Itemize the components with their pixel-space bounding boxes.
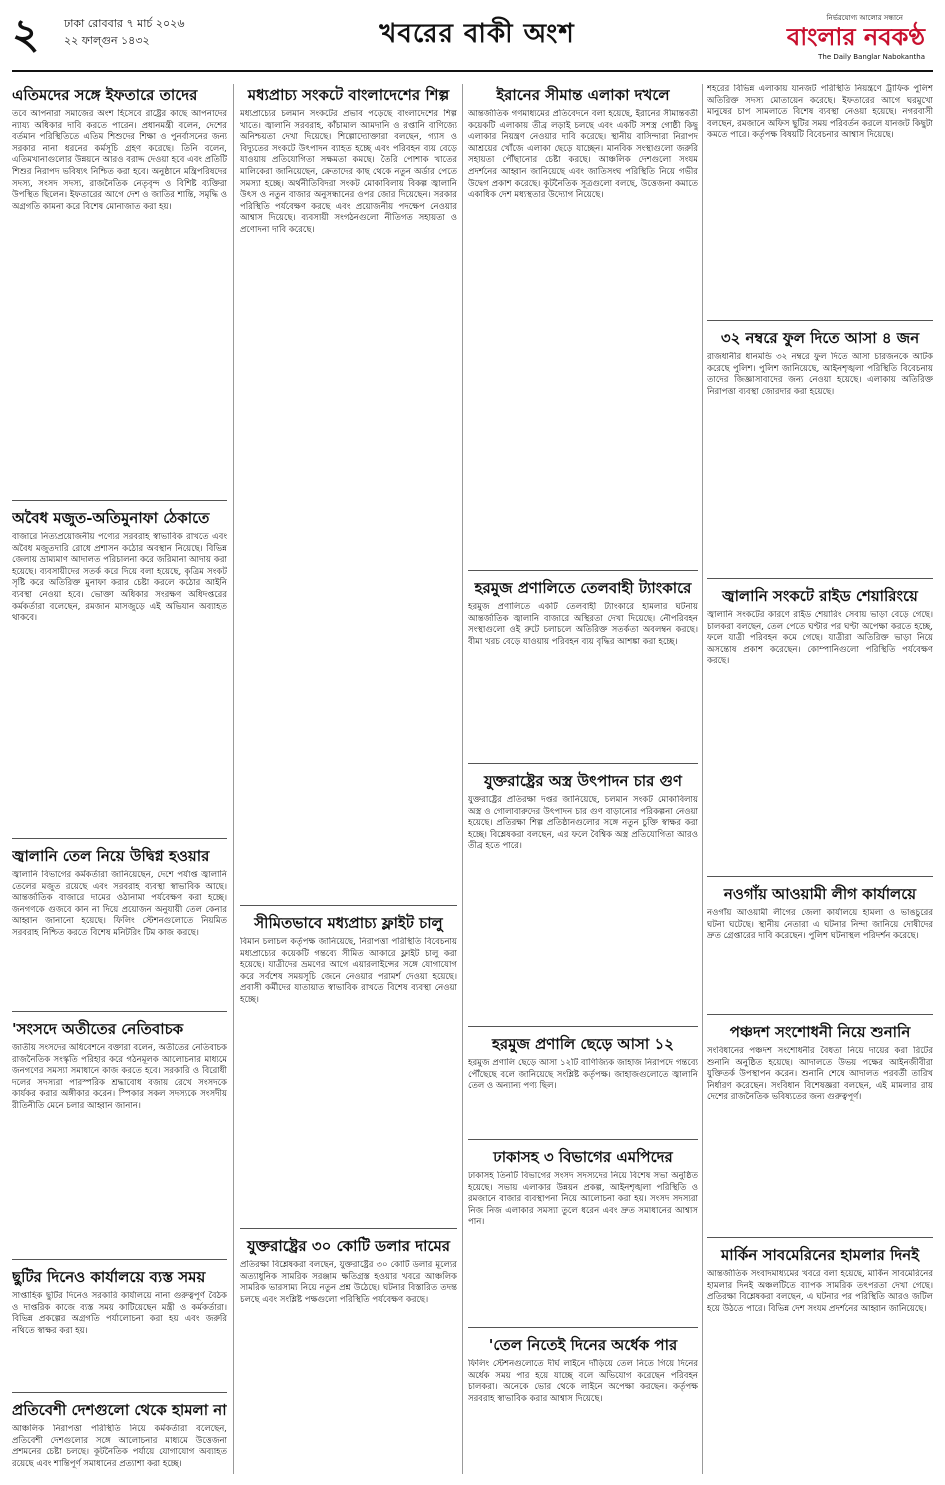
column-4 <box>707 84 933 1474</box>
divider <box>12 500 227 501</box>
article <box>707 327 933 572</box>
article-headline[interactable]: ঢাকাসহ ৩ বিভাগের এমপিদের <box>493 1148 673 1166</box>
column-3 <box>468 84 698 1474</box>
article <box>12 1399 227 1474</box>
column-1 <box>12 84 227 1474</box>
article-headline[interactable]: 'সংসদে অতীতের নেতিবাচক <box>12 1020 184 1038</box>
article-headline[interactable]: ৩২ নম্বরে ফুল দিতে আসা ৪ জন <box>720 329 920 347</box>
article <box>468 1033 698 1133</box>
article-body: হরমুজ প্রণালি ছেড়ে আসা ১২টি বাণিজ্যিক জাহাজ নিরাপদে গন্তব্যে পৌঁছেছে বলে জানিয়েছে সংশ্লিষ্ট কর্তৃপক্ষ। জাহাজগুলোতে জ্বালানি তেল ও অন্যান্য পণ্য ছিল। <box>468 1058 698 1092</box>
newspaper-logo <box>733 10 933 66</box>
article <box>12 1266 227 1386</box>
article <box>240 912 457 1222</box>
article-body: সাপ্তাহিক ছুটির দিনেও সরকারি কার্যালয়ে নানা গুরুত্বপূর্ণ বৈঠক ও দাপ্তরিক কাজে ব্যস্ত সময় কাটিয়েছেন মন্ত্রী ও কর্মকর্তারা। বিভিন্ন প্রকল্পের অগ্রগতি পর্যালোচনা করা হয় এবং জরুরি নথিতে স্বাক্ষর করা হয়। <box>12 1291 227 1336</box>
article-headline[interactable]: মার্কিন সাবমেরিনের হামলার দিনই <box>720 1246 920 1264</box>
article-body: হরমুজ প্রণালিতে একটি তেলবাহী ট্যাংকারে হামলার ঘটনায় আন্তর্জাতিক জ্বালানি বাজারে অস্থিরতা দেখা দিয়েছে। নৌপরিবহন সংস্থাগুলো ওই রুটে চলাচলে অতিরিক্ত সতর্কতা অবলম্বন করছে। বীমা খরচ বেড়ে যাওয়ায় পরিবহন ব্যয় বৃদ্ধির আশঙ্কা করা হচ্ছে। <box>468 602 698 647</box>
article-headline[interactable]: ইরানের সীমান্ত এলাকা দখলে <box>496 86 670 104</box>
article-headline[interactable]: 'তেল নিতেই দিনের অর্ধেক পার <box>488 1336 678 1354</box>
article <box>240 1235 457 1474</box>
divider <box>707 578 933 579</box>
divider <box>12 1392 227 1393</box>
divider <box>707 1237 933 1238</box>
article-body: জ্বালানি বিভাগের কর্মকর্তারা জানিয়েছেন, দেশে পর্যাপ্ত জ্বালানি তেলের মজুত রয়েছে এবং সরবরাহ ব্যবস্থা স্বাভাবিক আছে। আন্তর্জাতিক বাজারে দামের ওঠানামা পর্যবেক্ষণ করা হচ্ছে। জনগণকে গুজবে কান না দিয়ে প্রয়োজন অনুযায়ী তেল কেনার আহ্বান জানানো হয়েছে। ফিলিং স্টেশনগুলোতে নিয়মিত সরবরাহ নিশ্চিত করতে বিশেষ মনিটরিং টিম কাজ করছে। <box>12 870 227 938</box>
article-body: ফিলিং স্টেশনগুলোতে দীর্ঘ লাইনে দাঁড়িয়ে তেল নিতে গিয়ে দিনের অর্ধেক সময় পার হয়ে যাচ্ছে বলে অভিযোগ করেছেন পরিবহন চালকরা। অনেকে ভোর থেকে লাইনে অপেক্ষা করছেন। কর্তৃপক্ষ সরবরাহ স্বাভাবিক করার আশ্বাস দিয়েছে। <box>468 1359 698 1404</box>
article <box>12 507 227 832</box>
article-body: ঢাকাসহ তিনটি বিভাগের সংসদ সদস্যদের নিয়ে বিশেষ সভা অনুষ্ঠিত হয়েছে। সভায় এলাকার উন্নয়ন প্রকল্প, আইনশৃঙ্খলা পরিস্থিতি ও রমজানে বাজার ব্যবস্থাপনা নিয়ে আলোচনা করা হয়। সংসদ সদস্যরা নিজ নিজ এলাকার সমস্যা তুলে ধরেন এবং দ্রুত সমাধানের আশ্বাস পান। <box>468 1171 698 1228</box>
logo-subtitle: The Daily Banglar Nabokantha <box>818 53 925 61</box>
issue-date: ঢাকা রোববার ৭ মার্চ ২০২৬ <box>64 17 185 30</box>
article-body: তবে আপনারা সমাজের অংশ হিসেবে রাষ্ট্রের কাছে আপনাদের ন্যায্য অধিকার দাবি করতে পারেন। প্রধানমন্ত্রী বলেন, দেশের বর্তমান পরিস্থিতিতে এতিম শিশুদের শিক্ষা ও পুনর্বাসনের জন্য সরকার নানা ধরনের কর্মসূচি গ্রহণ করেছে। তিনি বলেন, এতিমখানাগুলোর উন্নয়নে আরও বরাদ্দ দেওয়া হবে এবং প্রতিটি শিশুর নিরাপদ ভবিষ্যৎ নিশ্চিত করা হবে। অনুষ্ঠানে মন্ত্রিপরিষদের সদস্য, সংসদ সদস্য, রাজনৈতিক নেতৃবৃন্দ ও বিশিষ্ট ব্যক্তিরা উপস্থিত ছিলেন। ইফতারের আগে দেশ ও জাতির শান্তি, সমৃদ্ধি ও অগ্রগতি কামনা করে বিশেষ মোনাজাত করা হয়। <box>12 109 227 212</box>
article <box>707 1244 933 1449</box>
article-headline[interactable]: সীমিতভাবে মধ্যপ্রাচ্য ফ্লাইট চালু <box>254 914 443 932</box>
article-headline[interactable]: মধ্যপ্রাচ্য সংকটে বাংলাদেশের শিল্প <box>247 86 450 104</box>
divider <box>707 1014 933 1015</box>
article-headline[interactable]: অবৈধ মজুত-অতিমুনাফা ঠেকাতে <box>12 509 210 527</box>
article <box>707 84 933 314</box>
page-number: ২ <box>12 9 40 58</box>
article-headline[interactable]: নওগাঁয় আওয়ামী লীগ কার্যালয়ে <box>723 885 917 903</box>
article <box>12 1018 227 1253</box>
article <box>240 84 457 899</box>
divider <box>707 876 933 877</box>
article <box>707 883 933 1008</box>
issue-date-bangla: ২২ ফাল্গুন ১৪৩২ <box>64 34 150 47</box>
section-title: খবরের বাকী অংশ <box>379 19 575 49</box>
article <box>707 585 933 870</box>
column-divider <box>233 84 234 1474</box>
column-2 <box>240 84 457 1474</box>
article-body: যুক্তরাষ্ট্রের প্রতিরক্ষা দপ্তর জানিয়েছে, চলমান সংকট মোকাবিলায় অস্ত্র ও গোলাবারুদের উৎপাদন চার গুণ বাড়ানোর পরিকল্পনা নেওয়া হয়েছে। প্রতিরক্ষা শিল্প প্রতিষ্ঠানগুলোর সঙ্গে নতুন চুক্তি স্বাক্ষর করা হচ্ছে। বিশ্লেষকরা বলছেন, এর ফলে বৈশ্বিক অস্ত্র প্রতিযোগিতা আরও তীব্র হতে পারে। <box>468 795 698 852</box>
article-body: বিমান চলাচল কর্তৃপক্ষ জানিয়েছে, নিরাপত্তা পরিস্থিতি বিবেচনায় মধ্যপ্রাচ্যের কয়েকটি গন্তব্যে সীমিত আকারে ফ্লাইট চালু করা হয়েছে। যাত্রীদের ভ্রমণের আগে এয়ারলাইন্সের সঙ্গে যোগাযোগ করে সর্বশেষ সময়সূচি জেনে নেওয়ার পরামর্শ দেওয়া হয়েছে। প্রবাসী কর্মীদের যাতায়াত স্বাভাবিক রাখতে বিশেষ ব্যবস্থা নেওয়া হচ্ছে। <box>240 937 457 1005</box>
article-headline[interactable]: প্রতিবেশী দেশগুলো থেকে হামলা না <box>12 1401 227 1419</box>
article-body: শহরের বিভিন্ন এলাকায় যানজট পরিস্থিতি নিয়ন্ত্রণে ট্রাফিক পুলিশ অতিরিক্ত সদস্য মোতায়েন করেছে। ইফতারের আগে ঘরমুখো মানুষের চাপ সামলাতে বিশেষ ব্যবস্থা নেওয়া হয়েছে। নগরবাসী বলছেন, রমজানে অফিস ছুটির সময় পরিবর্তন করলে যানজট কিছুটা কমতে পারে। কর্তৃপক্ষ বিষয়টি বিবেচনার আশ্বাস দিয়েছে। <box>707 84 933 141</box>
masthead <box>12 10 933 72</box>
divider <box>240 1228 457 1229</box>
article <box>468 577 698 757</box>
article <box>468 84 698 564</box>
article <box>12 845 227 1005</box>
article <box>468 770 698 1020</box>
divider <box>707 320 933 321</box>
article-headline[interactable]: এতিমদের সঙ্গে ইফতারে তাদের <box>12 86 198 104</box>
article-body: নওগাঁয় আওয়ামী লীগের জেলা কার্যালয়ে হামলা ও ভাঙচুরের ঘটনা ঘটেছে। স্থানীয় নেতারা এ ঘটনার নিন্দা জানিয়ে দোষীদের দ্রুত গ্রেপ্তারের দাবি করেছেন। পুলিশ ঘটনাস্থল পরিদর্শন করেছে। <box>707 908 933 942</box>
article-headline[interactable]: পঞ্চদশ সংশোধনী নিয়ে শুনানি <box>729 1023 911 1041</box>
article <box>12 84 227 494</box>
article-body: আন্তর্জাতিক গণমাধ্যমের প্রতিবেদনে বলা হয়েছে, ইরানের সীমান্তবর্তী কয়েকটি এলাকায় তীব্র লড়াই চলছে এবং একটি সশস্ত্র গোষ্ঠী কিছু এলাকার নিয়ন্ত্রণ নেওয়ার দাবি করেছে। স্থানীয় বাসিন্দারা নিরাপদ আশ্রয়ের খোঁজে এলাকা ছেড়ে যাচ্ছেন। মানবিক সংস্থাগুলো জরুরি সহায়তা পৌঁছানোর চেষ্টা করছে। আঞ্চলিক দেশগুলো সংযম প্রদর্শনের আহ্বান জানিয়েছে এবং জাতিসংঘ পরিস্থিতি নিয়ে গভীর উদ্বেগ প্রকাশ করেছে। কূটনৈতিক সূত্রগুলো বলছে, উত্তেজনা কমাতে একাধিক দেশ মধ্যস্থতার উদ্যোগ নিয়েছে। <box>468 109 698 201</box>
divider <box>468 763 698 764</box>
divider <box>12 1259 227 1260</box>
divider <box>468 1139 698 1140</box>
article-headline[interactable]: ছুটির দিনেও কার্যালয়ে ব্যস্ত সময় <box>12 1268 206 1286</box>
article-headline[interactable]: যুক্তরাষ্ট্রের ৩০ কোটি ডলার দামের <box>246 1237 451 1255</box>
article-body: সংবিধানের পঞ্চদশ সংশোধনীর বৈধতা নিয়ে দায়ের করা রিটের শুনানি অনুষ্ঠিত হয়েছে। আদালতে উভয় পক্ষের আইনজীবীরা যুক্তিতর্ক উপস্থাপন করেন। শুনানি শেষে আদালত পরবর্তী তারিখ নির্ধারণ করেছেন। সংবিধান বিশেষজ্ঞরা বলছেন, এই মামলার রায় দেশের রাজনৈতিক ভবিষ্যতের জন্য গুরুত্বপূর্ণ। <box>707 1046 933 1103</box>
article-headline[interactable]: হরমুজ প্রণালি ছেড়ে আসা ১২ <box>491 1035 674 1053</box>
article <box>707 1021 933 1231</box>
divider <box>468 1327 698 1328</box>
article <box>468 1146 698 1321</box>
article-body: মধ্যপ্রাচ্যের চলমান সংকটের প্রভাব পড়েছে বাংলাদেশের শিল্প খাতে। জ্বালানি সরবরাহ, কাঁচামাল আমদানি ও রপ্তানি বাণিজ্যে অনিশ্চয়তা দেখা দিয়েছে। শিল্পোদ্যোক্তারা বলছেন, গ্যাস ও বিদ্যুতের সংকটে উৎপাদন ব্যাহত হচ্ছে এবং পরিবহন ব্যয় বেড়ে যাওয়ায় প্রতিযোগিতা সক্ষমতা কমছে। তৈরি পোশাক খাতের মালিকেরা জানিয়েছেন, ক্রেতাদের কাছ থেকে নতুন অর্ডার পেতে সমস্যা হচ্ছে। অর্থনীতিবিদরা সংকট মোকাবিলায় বিকল্প জ্বালানি উৎস ও নতুন বাজার অনুসন্ধানের ওপর জোর দিয়েছেন। সরকার পরিস্থিতি পর্যবেক্ষণ করছে এবং প্রয়োজনীয় পদক্ষেপ নেওয়ার আশ্বাস দিয়েছে। ব্যবসায়ী সংগঠনগুলো নীতিগত সহায়তা ও প্রণোদনা দাবি করেছে। <box>240 109 457 235</box>
article-headline[interactable]: জ্বালানি তেল নিয়ে উদ্বিগ্ন হওয়ার <box>12 847 210 865</box>
article-body: জ্বালানি সংকটের কারণে রাইড শেয়ারিং সেবায় ভাড়া বেড়ে গেছে। চালকরা বলছেন, তেল পেতে ঘণ্টার পর ঘণ্টা অপেক্ষা করতে হচ্ছে, ফলে যাত্রী পরিবহন কমে গেছে। যাত্রীরা অতিরিক্ত ভাড়া নিয়ে অসন্তোষ প্রকাশ করেছেন। কোম্পানিগুলো পরিস্থিতি পর্যবেক্ষণ করছে। <box>707 610 933 667</box>
article-body: বাজারে নিত্যপ্রয়োজনীয় পণ্যের সরবরাহ স্বাভাবিক রাখতে এবং অবৈধ মজুতদারি রোধে প্রশাসন কঠোর অবস্থান নিয়েছে। বিভিন্ন জেলায় ভ্রাম্যমাণ আদালত পরিচালনা করে জরিমানা আদায় করা হয়েছে। ব্যবসায়ীদের সতর্ক করে দিয়ে বলা হয়েছে, কৃত্রিম সংকট সৃষ্টি করে অতিরিক্ত মুনাফা করার চেষ্টা করলে কঠোর আইনি ব্যবস্থা নেওয়া হবে। ভোক্তা অধিকার সংরক্ষণ অধিদপ্তরের কর্মকর্তারা বলেছেন, রমজান মাসজুড়ে এই অভিযান অব্যাহত থাকবে। <box>12 532 227 624</box>
column-divider <box>462 84 463 1474</box>
logo-wordmark: বাংলার নবকণ্ঠ <box>786 23 925 51</box>
divider <box>240 905 457 906</box>
article-headline[interactable]: হরমুজ প্রণালিতে তেলবাহী ট্যাংকারে <box>474 579 692 597</box>
article-headline[interactable]: জ্বালানি সংকটে রাইড শেয়ারিংয়ে <box>722 587 918 605</box>
article-body: রাজধানীর ধানমন্ডি ৩২ নম্বরে ফুল দিতে আসা চারজনকে আটক করেছে পুলিশ। পুলিশ জানিয়েছে, আইনশৃঙ্খলা পরিস্থিতি বিবেচনায় তাদের জিজ্ঞাসাবাদের জন্য নেওয়া হয়েছে। এলাকায় অতিরিক্ত নিরাপত্তা ব্যবস্থা জোরদার করা হয়েছে। <box>707 352 933 397</box>
divider <box>12 1011 227 1012</box>
article-body: আন্তর্জাতিক সংবাদমাধ্যমের খবরে বলা হয়েছে, মার্কিন সাবমেরিনের হামলার দিনই অঞ্চলটিতে ব্যাপক সামরিক তৎপরতা দেখা গেছে। প্রতিরক্ষা বিশ্লেষকরা বলছেন, এ ঘটনার পর পরিস্থিতি আরও জটিল হয়ে উঠতে পারে। বিভিন্ন দেশ সংযম প্রদর্শনের আহ্বান জানিয়েছে। <box>707 1269 933 1314</box>
article-headline[interactable]: যুক্তরাষ্ট্রের অস্ত্র উৎপাদন চার গুণ <box>484 772 682 790</box>
logo-tagline: নির্ভরযোগ্য আলোর সন্ধানে <box>826 14 903 22</box>
divider <box>468 570 698 571</box>
article-body: প্রতিরক্ষা বিশ্লেষকরা বলছেন, যুক্তরাষ্ট্রের ৩০ কোটি ডলার মূল্যের অত্যাধুনিক সামরিক সরঞ্জাম ক্ষতিগ্রস্ত হওয়ার খবরে আঞ্চলিক সামরিক ভারসাম্য নিয়ে নতুন প্রশ্ন উঠেছে। ঘটনার বিস্তারিত তদন্ত চলছে এবং সংশ্লিষ্ট পক্ষগুলো পরিস্থিতি পর্যবেক্ষণ করছে। <box>240 1260 457 1305</box>
article-body: আঞ্চলিক নিরাপত্তা পরিস্থিতি নিয়ে কর্মকর্তারা বলেছেন, প্রতিবেশী দেশগুলোর সঙ্গে আলোচনার মাধ্যমে উত্তেজনা প্রশমনের চেষ্টা চলছে। কূটনৈতিক পর্যায়ে যোগাযোগ অব্যাহত রয়েছে এবং শান্তিপূর্ণ সমাধানের প্রত্যাশা করা হচ্ছে। <box>12 1424 227 1469</box>
article-body: জাতীয় সংসদের অধিবেশনে বক্তারা বলেন, অতীতের নেতিবাচক রাজনৈতিক সংস্কৃতি পরিহার করে গঠনমূলক আলোচনার মাধ্যমে জনগণের সমস্যা সমাধানে কাজ করতে হবে। সরকারি ও বিরোধী দলের সদস্যরা পারস্পরিক শ্রদ্ধাবোধ বজায় রেখে সংসদকে কার্যকর করার অঙ্গীকার করেন। স্পিকার সকল সদস্যকে সংসদীয় রীতিনীতি মেনে চলার আহ্বান জানান। <box>12 1043 227 1111</box>
divider <box>468 1026 698 1027</box>
divider <box>12 838 227 839</box>
article <box>468 1334 698 1469</box>
column-divider <box>702 84 703 1474</box>
